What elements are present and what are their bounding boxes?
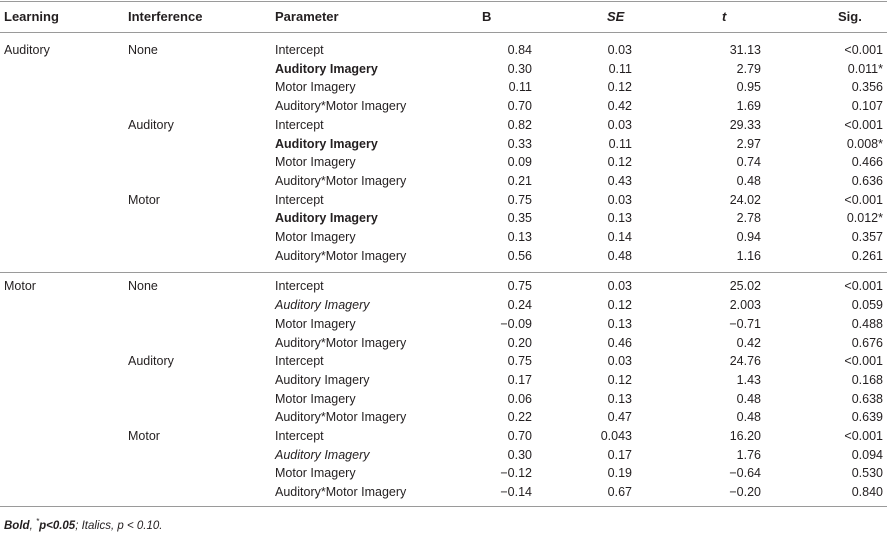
cell-se: 0.03 <box>607 279 632 294</box>
cell-t: −0.20 <box>729 485 761 500</box>
cell-b: 0.35 <box>507 211 532 226</box>
cell-b: 0.70 <box>507 99 532 114</box>
cell-t: 24.76 <box>729 354 761 369</box>
cell-parameter: Motor Imagery <box>275 316 356 331</box>
header-b: B <box>482 9 492 24</box>
cell-b: 0.13 <box>507 230 532 244</box>
cell-parameter: Intercept <box>275 192 324 207</box>
cell-se: 0.13 <box>607 316 632 331</box>
cell-parameter: Auditory Imagery <box>275 211 378 226</box>
cell-sig: 0.357 <box>851 230 883 244</box>
cell-interference: Auditory <box>128 354 174 369</box>
cell-interference: Motor <box>128 429 160 443</box>
cell-sig: 0.012* <box>846 211 883 226</box>
cell-sig: 0.636 <box>851 173 883 188</box>
cell-t: 0.94 <box>736 230 761 244</box>
cell-sig: 0.011* <box>847 61 883 76</box>
cell-sig: <0.001 <box>844 43 883 57</box>
cell-sig: 0.488 <box>851 316 883 331</box>
cell-se: 0.043 <box>600 429 632 443</box>
table-top-rule <box>0 1 887 2</box>
cell-se: 0.48 <box>607 248 632 263</box>
cell-b: 0.70 <box>507 429 532 443</box>
cell-b: 0.24 <box>507 298 532 313</box>
cell-b: 0.56 <box>507 248 532 263</box>
cell-parameter: Intercept <box>275 117 324 132</box>
footnote-rest: ; Italics, p < 0.10. <box>75 519 163 532</box>
cell-se: 0.12 <box>607 372 632 387</box>
cell-se: 0.19 <box>607 466 632 481</box>
cell-parameter: Intercept <box>275 354 324 369</box>
cell-t: 1.43 <box>736 372 761 387</box>
cell-interference: None <box>128 43 158 57</box>
cell-b: 0.84 <box>507 43 532 57</box>
cell-parameter: Auditory*Motor Imagery <box>275 173 407 188</box>
cell-sig: 0.638 <box>851 391 883 406</box>
cell-se: 0.13 <box>607 211 632 226</box>
table-bottom-rule <box>0 506 887 507</box>
cell-se: 0.42 <box>607 99 632 114</box>
header-se: SE <box>607 9 625 24</box>
cell-se: 0.67 <box>607 485 632 500</box>
cell-se: 0.43 <box>607 173 632 188</box>
cell-interference: Motor <box>128 192 160 207</box>
cell-t: 1.16 <box>736 248 761 263</box>
cell-learning: Motor <box>4 279 36 294</box>
header-interference: Interference <box>128 9 203 24</box>
cell-b: 0.30 <box>507 447 532 462</box>
cell-t: 0.48 <box>736 173 761 188</box>
footnote-bold-label: Bold <box>4 519 30 532</box>
cell-se: 0.03 <box>607 43 632 57</box>
cell-sig: <0.001 <box>844 192 883 207</box>
cell-b: 0.11 <box>508 80 532 95</box>
cell-interference: None <box>128 279 158 294</box>
cell-sig: 0.530 <box>851 466 883 481</box>
cell-parameter: Auditory*Motor Imagery <box>275 410 407 425</box>
footnote-sep: , <box>29 519 36 532</box>
cell-b: −0.12 <box>500 466 532 481</box>
cell-b: 0.22 <box>507 410 532 425</box>
cell-parameter: Auditory Imagery <box>275 298 370 313</box>
cell-sig: 0.059 <box>851 298 883 313</box>
cell-sig: 0.840 <box>851 485 883 500</box>
cell-se: 0.12 <box>607 155 632 170</box>
cell-b: 0.82 <box>507 117 532 132</box>
cell-t: 24.02 <box>729 192 761 207</box>
cell-t: 2.003 <box>729 298 761 313</box>
cell-t: 31.13 <box>729 43 761 57</box>
cell-b: 0.30 <box>507 61 532 76</box>
cell-sig: 0.008* <box>846 136 883 151</box>
cell-sig: 0.261 <box>851 248 883 263</box>
cell-se: 0.46 <box>607 335 632 350</box>
group-divider-rule <box>0 272 887 273</box>
cell-b: −0.14 <box>500 485 532 500</box>
cell-sig: 0.676 <box>851 335 883 350</box>
header-t: t <box>722 9 727 24</box>
cell-se: 0.03 <box>607 354 632 369</box>
cell-t: 16.20 <box>729 429 761 443</box>
cell-t: 2.79 <box>736 61 761 76</box>
cell-parameter: Intercept <box>275 279 324 294</box>
cell-se: 0.17 <box>607 447 632 462</box>
cell-t: 0.74 <box>736 155 761 170</box>
cell-b: 0.06 <box>507 391 532 406</box>
cell-t: 29.33 <box>729 117 761 132</box>
header-learning: Learning <box>4 9 59 24</box>
header-parameter: Parameter <box>275 9 339 24</box>
cell-b: 0.33 <box>507 136 532 151</box>
cell-t: −0.71 <box>729 316 761 331</box>
cell-sig: 0.466 <box>851 155 883 170</box>
cell-b: 0.75 <box>507 354 532 369</box>
cell-parameter: Auditory*Motor Imagery <box>275 335 407 350</box>
cell-se: 0.03 <box>607 117 632 132</box>
cell-sig: <0.001 <box>844 429 883 443</box>
cell-b: 0.21 <box>507 173 532 188</box>
cell-parameter: Auditory*Motor Imagery <box>275 485 407 500</box>
cell-parameter: Auditory Imagery <box>275 61 378 76</box>
cell-sig: <0.001 <box>844 354 883 369</box>
cell-parameter: Motor Imagery <box>275 466 356 481</box>
footnote-star: * <box>35 517 40 526</box>
cell-parameter: Auditory*Motor Imagery <box>275 99 407 114</box>
cell-sig: 0.356 <box>851 80 883 95</box>
cell-t: 0.95 <box>736 80 761 95</box>
cell-parameter: Motor Imagery <box>275 230 356 244</box>
cell-se: 0.11 <box>608 61 632 76</box>
cell-t: 1.69 <box>736 99 761 114</box>
cell-se: 0.13 <box>607 391 632 406</box>
cell-se: 0.03 <box>607 192 632 207</box>
cell-t: 2.78 <box>736 211 761 226</box>
cell-t: 1.76 <box>736 447 761 462</box>
cell-se: 0.14 <box>607 230 632 244</box>
cell-t: 25.02 <box>729 279 761 294</box>
cell-se: 0.47 <box>607 410 632 425</box>
cell-parameter: Intercept <box>275 43 324 57</box>
cell-b: 0.75 <box>507 279 532 294</box>
cell-sig: 0.094 <box>851 447 883 462</box>
cell-b: 0.09 <box>507 155 532 170</box>
cell-t: −0.64 <box>729 466 761 481</box>
header-sig: Sig. <box>838 9 862 24</box>
cell-sig: <0.001 <box>844 279 883 294</box>
cell-parameter: Motor Imagery <box>275 155 356 170</box>
cell-learning: Auditory <box>4 43 50 57</box>
cell-sig: 0.107 <box>851 99 883 114</box>
cell-se: 0.11 <box>608 136 632 151</box>
cell-sig: 0.168 <box>851 372 883 387</box>
cell-b: 0.20 <box>507 335 532 350</box>
cell-t: 0.48 <box>736 391 761 406</box>
cell-parameter: Motor Imagery <box>275 391 356 406</box>
cell-interference: Auditory <box>128 117 174 132</box>
cell-b: −0.09 <box>500 316 532 331</box>
cell-sig: <0.001 <box>844 117 883 132</box>
cell-parameter: Auditory*Motor Imagery <box>275 248 407 263</box>
cell-b: 0.75 <box>507 192 532 207</box>
cell-parameter: Auditory Imagery <box>275 372 370 387</box>
cell-t: 0.42 <box>736 335 761 350</box>
header-rule <box>0 32 887 33</box>
footnote <box>4 514 162 534</box>
cell-parameter: Intercept <box>275 429 324 443</box>
cell-b: 0.17 <box>507 372 532 387</box>
cell-parameter: Auditory Imagery <box>275 447 370 462</box>
cell-parameter: Motor Imagery <box>275 80 356 95</box>
cell-se: 0.12 <box>607 80 632 95</box>
cell-t: 0.48 <box>736 410 761 425</box>
cell-parameter: Auditory Imagery <box>275 136 378 151</box>
cell-se: 0.12 <box>607 298 632 313</box>
footnote-p-bold: p<0.05 <box>39 519 76 532</box>
cell-sig: 0.639 <box>851 410 883 425</box>
cell-t: 2.97 <box>736 136 761 151</box>
